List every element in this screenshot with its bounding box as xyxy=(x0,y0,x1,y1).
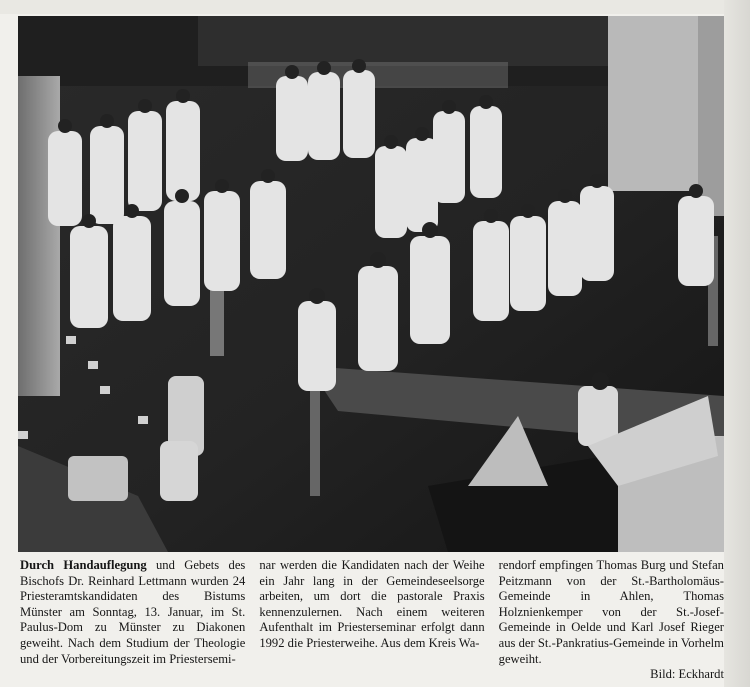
photo-credit: Bild: Eckhardt xyxy=(650,667,724,682)
caption-column-3-text: rendorf empfingen Thomas Burg und Stefan Peitzmann von der St.-Bartholomäus-Gemeinde in Ahlen, Thomas Holznienkemper von der St.-Josef-Gemeinde in Oelde und Karl Josef Rieger aus der St.-Pankratius-Gemeinde in Vorhelm geweiht. xyxy=(498,558,724,666)
caption-column-1 xyxy=(20,558,245,678)
cathedral-ceremony-image xyxy=(18,16,724,552)
caption-column-3 xyxy=(498,558,724,682)
caption-column-2-text: nar werden die Kandidaten nach der Weihe ein Jahr lang in der Gemeindeseelsorge arbeiten, um dort die pastorale Praxis kennenzulernen. Nach einem weiteren Aufenthalt im Priesterseminar erfolgt dann 1992 die Priesterweihe. Aus dem Kreis Wa- xyxy=(259,558,485,650)
page-edge-shadow xyxy=(724,0,750,687)
caption-column-2 xyxy=(259,558,484,678)
ordination-photo xyxy=(18,16,724,552)
adjacent-article-bleed xyxy=(0,0,750,14)
caption-column-1-text: und Gebets des Bischofs Dr. Reinhard Lettmann wurden 24 Priesteramtskandidaten des Bistums Münster am Sonntag, 13. Januar, im St. Paulus-Dom zu Münster zu Diakonen geweiht. Nach dem Studium der Theologie und der Vorbereitungszeit im Priestersemi- xyxy=(20,558,246,666)
caption-lead: Durch Handauflegung xyxy=(20,558,147,572)
photo-caption xyxy=(20,558,724,682)
